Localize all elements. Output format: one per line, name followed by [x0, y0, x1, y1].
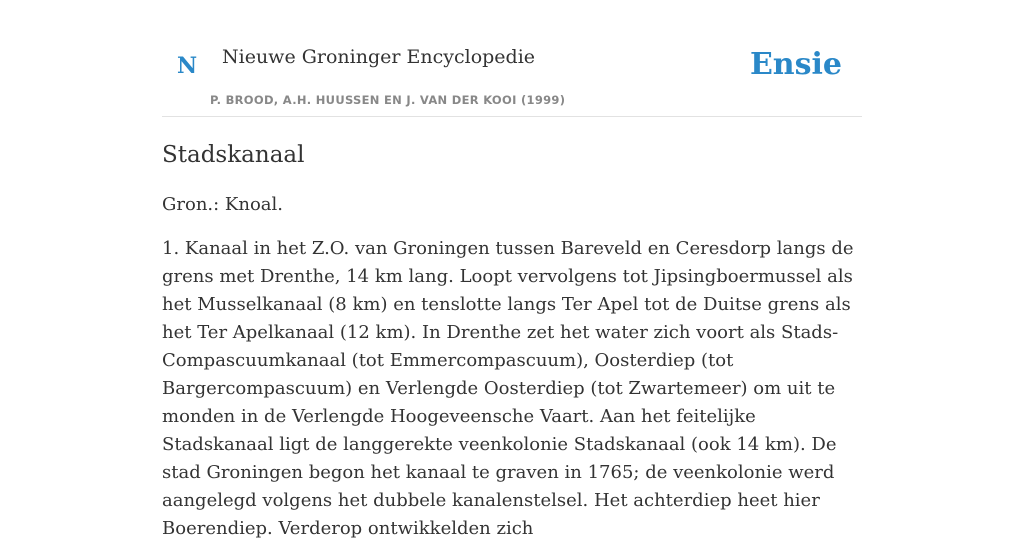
article-subtitle: Gron.: Knoal.: [162, 193, 284, 215]
book-authors: P. BROOD, A.H. HUUSSEN EN J. VAN DER KOOI (1999): [210, 93, 566, 107]
page: [162, 0, 862, 543]
book-header: [162, 0, 862, 117]
book-title-link[interactable]: Nieuwe Groninger Encyclopedie: [222, 46, 536, 68]
article-body: 1. Kanaal in het Z.O. van Groningen tussen Bareveld en Ceresdorp langs de grens met Drenthe, 14 km lang. Loopt vervolgens tot Jipsingboermussel als het Musselkanaal (8 km) en tenslotte langs Ter Apel tot de Duitse grens als het Ter Apelkanaal (12 km). In Drenthe zet het water zich voort als Stads-Compascuumkanaal (tot Emmercompascuum), Oosterdiep (tot Bargercompascuum) en Verlengde Oosterdiep (tot Zwartemeer) om uit te monden in de Verlengde Hoogeveensche Vaart. Aan het feitelijke Stadskanaal ligt de langgerekte veenkolonie Stadskanaal (ook 14 km). De stad Groningen begon het kanaal te graven in 1765; de veenkolonie werd aangelegd volgens het dubbele kanalenstelsel. Het achterdiep heet hier Boerendiep. Verderop ontwikkelden zich: [162, 237, 854, 539]
ensie-logo-link[interactable]: Ensie: [749, 47, 842, 82]
article-title: Stadskanaal: [162, 142, 305, 168]
book-logo-letter[interactable]: N: [177, 53, 198, 79]
